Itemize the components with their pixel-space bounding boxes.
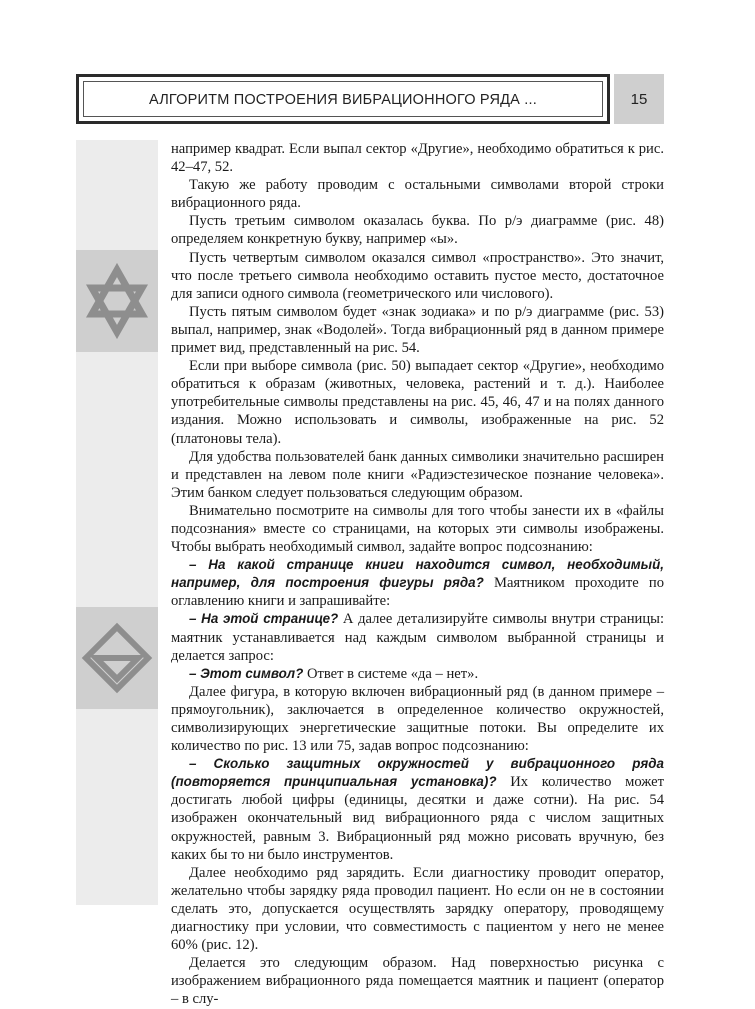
star-of-david-icon	[76, 250, 158, 352]
question-text: – На этой странице?	[189, 611, 339, 627]
paragraph-text: Маятником проходите по оглавлению книги и запрашивайте:	[171, 575, 664, 610]
paragraph: Пусть четвертым символом оказался символ «пространство». Это значит, что после третьего символа необходимо оставить пустое место, достаточное для записи одного символа (геометрического или числового).	[171, 249, 664, 302]
paragraph: Для удобства пользователей банк данных символики значительно расширен и представлен на левом поле книги «Радиэстезическое познание человека». Этим банком следует пользоваться следующим образом.	[171, 448, 664, 501]
question-paragraph	[171, 755, 664, 864]
paragraph: Далее фигура, в которую включен вибрационный ряд (в данном примере – прямоугольник), заключается в определенное количество окружностей, символизирующих энергетические защитные потоки. Вы определите их количество по рис. 13 или 75, задав вопрос подсознанию:	[171, 683, 664, 755]
question-text: – Этот символ?	[189, 665, 304, 681]
running-head-frame	[76, 74, 610, 124]
body-text	[171, 140, 664, 1009]
paragraph-text: А далее детализируйте символы внутри страницы: маятник устанавливается над каждым символом выбранной страницы и делается запрос:	[171, 611, 665, 664]
paragraph: Такую же работу проводим с остальными символами второй строки вибрационного ряда.	[171, 177, 664, 212]
paragraph: Делается это следующим образом. Над поверхностью рисунка с изображением вибрационного ряда помещается маятник и пациент (оператор – в слу-	[171, 955, 664, 1008]
running-head-title: АЛГОРИТМ ПОСТРОЕНИЯ ВИБРАЦИОННОГО РЯДА ...	[149, 92, 537, 108]
paragraph: например квадрат. Если выпал сектор «Другие», необходимо обратиться к рис. 42–47, 52.	[171, 141, 664, 176]
question-paragraph	[171, 610, 664, 664]
question-text: – На какой странице книги находится символ, необходимый, например, для построения фигуры ряда?	[171, 557, 664, 591]
paragraph: Далее необходимо ряд зарядить. Если диагностику проводит оператор, желательно чтобы зарядку ряда проводил пациент. Но если он не в состоянии сделать это, допускается осуществлять зарядку оператору, проводящему диагностику при условии, что совместимость с пациентом у него не менее 60% (рис. 12).	[171, 864, 664, 954]
question-paragraph	[171, 556, 664, 610]
paragraph: Пусть третьим символом оказалась буква. По р/э диаграмме (рис. 48) определяем конкретную букву, например «ы».	[171, 213, 664, 248]
paragraph: Пусть пятым символом будет «знак зодиака» и по р/э диаграмме (рис. 53) выпал, например, знак «Водолей». Тогда вибрационный ряд в данном примере примет вид, представленный на рис. 54.	[171, 303, 664, 357]
paragraph-text: Ответ в системе «да – нет».	[303, 665, 479, 682]
page-number: 15	[614, 74, 664, 124]
question-text: – Сколько защитных окружностей у вибрационного ряда (повторяется принципиальная установка)?	[171, 756, 664, 790]
paragraph: Если при выборе символа (рис. 50) выпадает сектор «Другие», необходимо обратиться к образам (животных, человека, растений и т. д.). Наиболее употребительные символы представлены на рис. 45, 46, 47 и на полях данного издания. Можно использовать и символы, изображенные на рис. 52 (платоновы тела).	[171, 358, 664, 447]
margin-symbol-box-bottom	[76, 607, 158, 709]
diamond-triangle-icon	[76, 607, 158, 709]
paragraph: Внимательно посмотрите на символы для того чтобы занести их в «файлы подсознания» вместе со страницами, на которых эти символы изображены. Чтобы выбрать необходимый символ, задайте вопрос подсознанию:	[171, 502, 664, 556]
margin-symbol-box-top	[76, 250, 158, 352]
paragraph-text: Их количество может достигать любой цифры (единицы, десятки и даже сотни). На рис. 54 изображен окончательный вид вибрационного ряда с числом защитных окружностей, равным 3. Вибрационный ряд можно рисовать вручную, без каких бы то ни было инструментов.	[171, 774, 665, 863]
question-paragraph	[171, 665, 664, 683]
